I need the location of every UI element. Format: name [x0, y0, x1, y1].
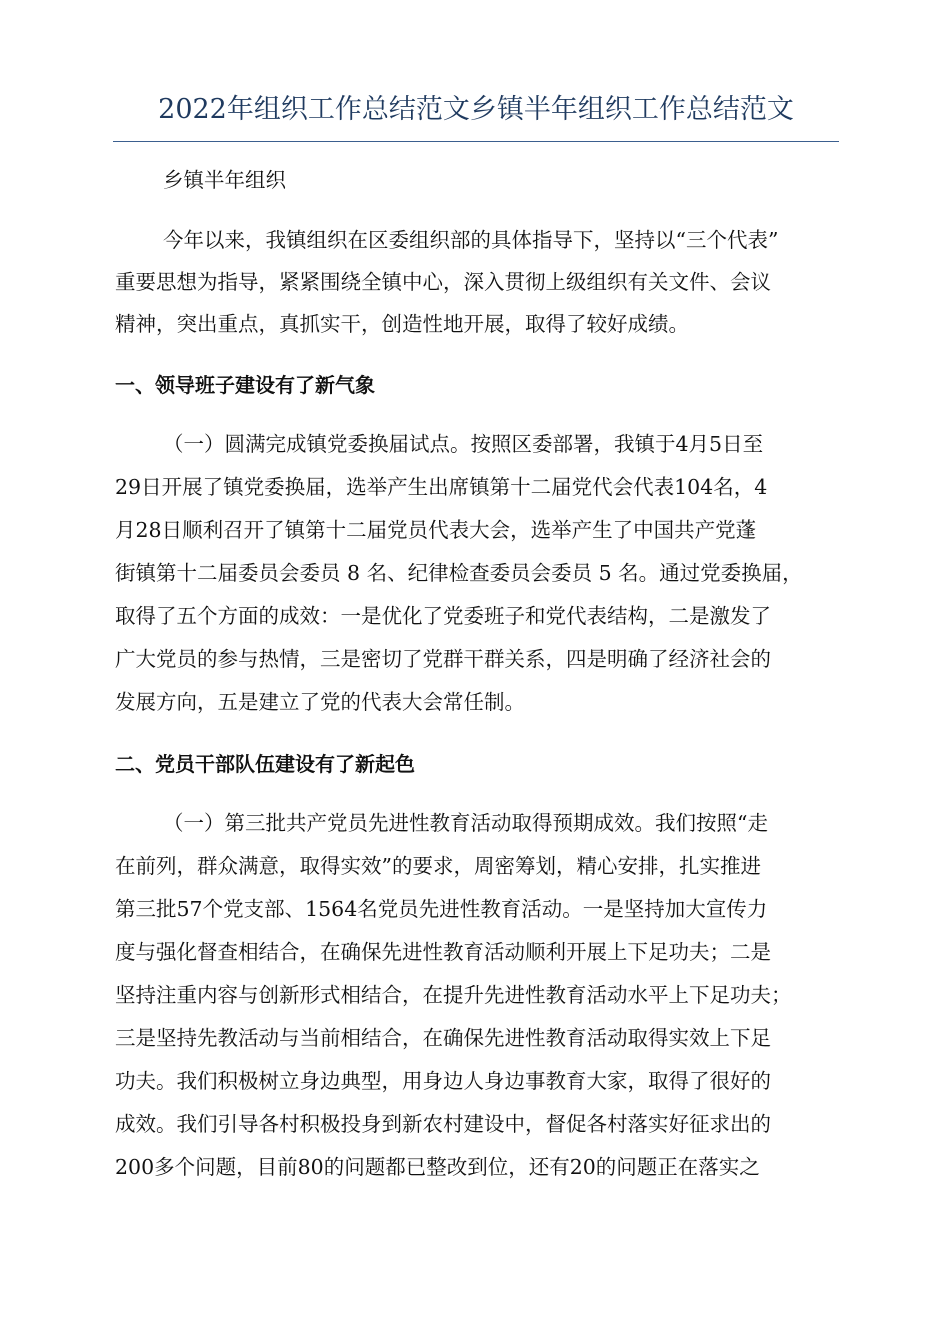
section2-line: 功夫。我们积极树立身边典型，用身边人身边事教育大家，取得了很好的: [115, 1069, 771, 1093]
intro-line: 今年以来，我镇组织在区委组织部的具体指导下，坚持以“三个代表”: [163, 228, 779, 252]
intro-line: 重要思想为指导，紧紧围绕全镇中心，深入贯彻上级组织有关文件、会议: [115, 270, 771, 294]
section-heading-2: 二、党员干部队伍建设有了新起色: [115, 752, 415, 776]
section2-line: 200多个问题，目前80的问题都已整改到位，还有20的问题正在落实之: [115, 1155, 760, 1179]
section2-line: 坚持注重内容与创新形式相结合，在提升先进性教育活动水平上下足功夫；: [115, 983, 792, 1007]
section1-line: 29日开展了镇党委换届，选举产生出席镇第十二届党代会代表104名，4: [115, 475, 768, 499]
section1-line: 发展方向，五是建立了党的代表大会常任制。: [115, 690, 525, 714]
section-heading-1: 一、领导班子建设有了新气象: [115, 373, 375, 397]
section1-line: 月28日顺利召开了镇第十二届党员代表大会，选举产生了中国共产党蓬: [115, 518, 757, 542]
section2-line: 三是坚持先教活动与当前相结合，在确保先进性教育活动取得实效上下足: [115, 1026, 771, 1050]
section2-line: 成效。我们引导各村积极投身到新农村建设中，督促各村落实好征求出的: [115, 1112, 771, 1136]
section2-line: 在前列，群众满意，取得实效”的要求，周密筹划，精心安排，扎实推进: [115, 854, 761, 878]
section1-line: 广大党员的参与热情，三是密切了党群干群关系，四是明确了经济社会的: [115, 647, 771, 671]
section1-line: 街镇第十二届委员会委员 8 名、纪律检查委员会委员 5 名。通过党委换届，: [115, 561, 803, 585]
document-subtitle: 乡镇半年组织: [163, 168, 286, 192]
section2-line: 第三批57个党支部、1564名党员先进性教育活动。一是坚持加大宣传力: [115, 897, 768, 921]
section2-line: 度与强化督查相结合，在确保先进性教育活动顺利开展上下足功夫；二是: [115, 940, 771, 964]
intro-line: 精神，突出重点，真抓实干，创造性地开展，取得了较好成绩。: [115, 312, 689, 336]
title-divider: [113, 141, 839, 142]
section1-line: （一）圆满完成镇党委换届试点。按照区委部署，我镇于4月5日至: [163, 432, 764, 456]
section2-line: （一）第三批共产党员先进性教育活动取得预期成效。我们按照“走: [163, 811, 768, 835]
section1-line: 取得了五个方面的成效：一是优化了党委班子和党代表结构，二是激发了: [115, 604, 771, 628]
document-title: 2022年组织工作总结范文乡镇半年组织工作总结范文: [158, 94, 794, 125]
